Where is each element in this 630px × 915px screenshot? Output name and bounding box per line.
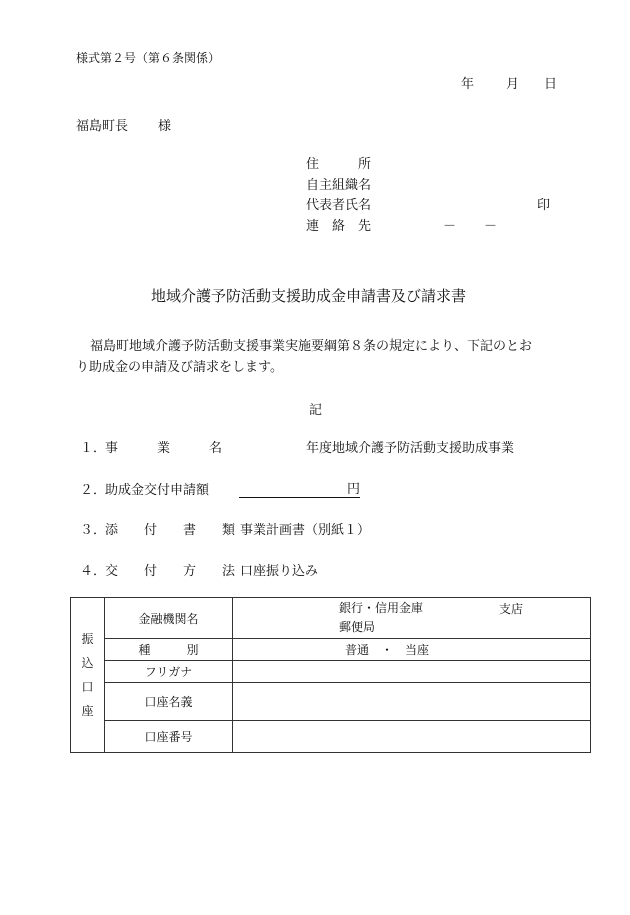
post-office-text: 郵便局 <box>339 620 376 634</box>
transfer-account-heading <box>71 598 105 753</box>
addressee-honorific: 様 <box>158 119 172 134</box>
holder-name-label: 口座名義 <box>105 683 233 721</box>
bank-name-label: 金融機関名 <box>105 598 233 639</box>
item-4-label: 交 付 方 法 <box>105 564 236 579</box>
contact-label: 連 絡 先 <box>306 219 372 234</box>
side-char: 振 <box>81 632 94 646</box>
item-1-num: １． <box>80 441 107 456</box>
date-day: 日 <box>544 77 558 92</box>
account-number-field[interactable] <box>233 721 591 753</box>
item-4-num: ４． <box>80 564 107 579</box>
furigana-field[interactable] <box>233 661 591 683</box>
date-year: 年 <box>461 77 475 92</box>
bank-type <box>233 599 590 618</box>
side-char: 座 <box>81 704 94 718</box>
addressee-name: 福島町長 <box>76 119 129 134</box>
item-3-num: ３． <box>80 523 107 538</box>
rep-label: 代表者氏名 <box>306 198 372 213</box>
bank-name-cell[interactable] <box>233 598 591 639</box>
seal-mark: 印 <box>537 198 551 213</box>
org-label: 自主組織名 <box>306 178 372 193</box>
item-1-value: 年度地域介護予防活動支援助成事業 <box>306 441 515 456</box>
account-number-label: 口座番号 <box>105 721 233 753</box>
holder-name-field[interactable] <box>233 683 591 721</box>
item-2-value: 円 <box>347 482 361 497</box>
contact-dash-1: － <box>443 219 457 234</box>
form-number: 様式第２号（第６条関係） <box>76 51 221 65</box>
side-char: 込 <box>81 656 94 670</box>
branch-label: 支店 <box>499 602 524 616</box>
body-line-2: り助成金の申請及び請求をします。 <box>76 360 283 375</box>
item-4-value: 口座振り込み <box>240 564 319 579</box>
side-char: 口 <box>81 680 94 694</box>
item-3-label: 添 付 書 類 <box>105 523 236 538</box>
bank-account-table <box>70 597 591 753</box>
account-type-label: 種 別 <box>105 639 233 661</box>
amount-field[interactable] <box>239 478 360 498</box>
item-1-label: 事 業 名 <box>105 441 223 456</box>
item-2-num: ２． <box>80 483 107 498</box>
document-title: 地域介護予防活動支援助成金申請書及び請求書 <box>151 287 467 305</box>
item-2-label: 助成金交付申請額 <box>105 483 210 498</box>
body-line-1: 福島町地域介護予防活動支援事業実施要綱第８条の規定により、下記のとお <box>90 339 533 354</box>
furigana-label: フリガナ <box>105 661 233 683</box>
bank-type-text: 銀行・信用金庫 <box>339 601 424 615</box>
contact-dash-2: － <box>484 219 498 234</box>
ki-heading: 記 <box>309 403 323 418</box>
address-label: 住 所 <box>306 157 372 172</box>
item-3-value: 事業計画書（別紙１） <box>240 523 371 538</box>
account-type-value[interactable]: 普通 ・ 当座 <box>233 639 591 661</box>
date-month: 月 <box>506 77 520 92</box>
